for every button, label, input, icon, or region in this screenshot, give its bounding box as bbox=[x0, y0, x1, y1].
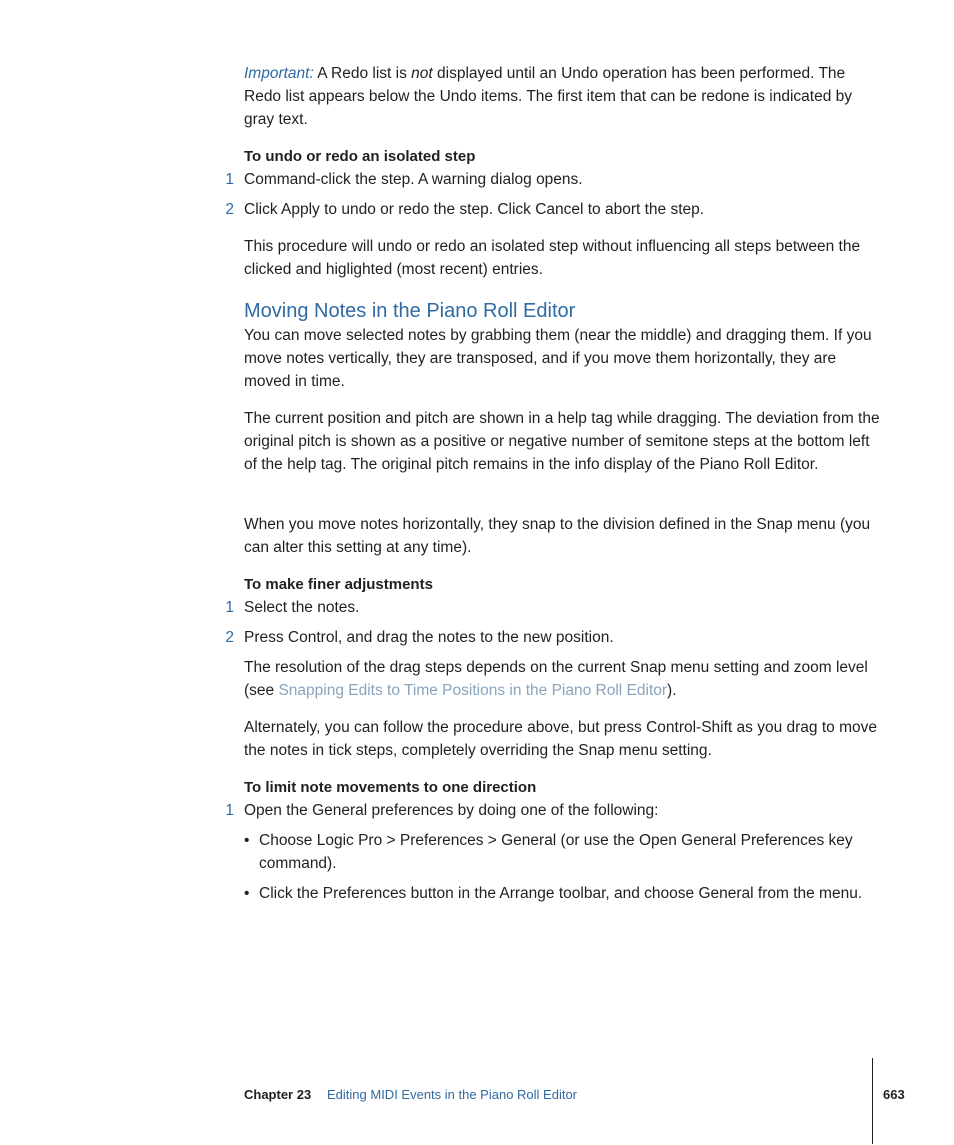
task-heading-finer: To make finer adjustments bbox=[244, 576, 433, 593]
step-text: Click Apply to undo or redo the step. Click Cancel to abort the step. bbox=[244, 201, 705, 218]
step-text: Select the notes. bbox=[244, 599, 360, 616]
important-label: Important: bbox=[244, 65, 314, 82]
step-text: Press Control, and drag the notes to the new position. bbox=[244, 629, 614, 646]
section-heading: Moving Notes in the Piano Roll Editor bbox=[244, 300, 576, 322]
task-heading-undo: To undo or redo an isolated step bbox=[244, 148, 476, 165]
footer-chapter-title: Editing MIDI Events in the Piano Roll Editor bbox=[327, 1087, 578, 1102]
task-heading-limit: To limit note movements to one direction bbox=[244, 779, 537, 796]
step-number: 1 bbox=[225, 599, 234, 616]
step-number: 1 bbox=[225, 802, 234, 819]
page-number: 663 bbox=[883, 1087, 905, 1102]
body-paragraph: The current position and pitch are shown in a help tag while dragging. The deviation from the original pitch is shown as a positive or negative number of semitone steps at the bottom left of the help tag. The original pitch remains in the info display of the Piano Roll Editor. bbox=[244, 410, 880, 473]
body-paragraph: When you move notes horizontally, they snap to the division defined in the Snap menu (you can alter this setting at any time). bbox=[244, 516, 871, 556]
footer-divider bbox=[872, 1058, 873, 1144]
resolution-text-end: ). bbox=[667, 682, 677, 699]
important-text-after: displayed until an Undo operation has been performed. The Redo list appears below the Undo items. The first item that can be redone is indicated by gray text. bbox=[244, 65, 852, 128]
step-text: Open the General preferences by doing one of the following: bbox=[244, 802, 659, 819]
step-number: 1 bbox=[225, 171, 234, 188]
alternate-note: Alternately, you can follow the procedure above, but press Control-Shift as you drag to move the notes in tick steps, completely overriding the Snap menu setting. bbox=[244, 719, 877, 759]
undo-note: This procedure will undo or redo an isolated step without influencing all steps between the clicked and higlighted (most recent) entries. bbox=[244, 238, 861, 278]
cross-reference-link[interactable]: Snapping Edits to Time Positions in the Piano Roll Editor bbox=[278, 682, 668, 699]
footer-chapter: Chapter 23 bbox=[244, 1087, 312, 1102]
important-emphasis: not bbox=[411, 65, 433, 82]
bullet-icon: • bbox=[244, 832, 250, 849]
resolution-note bbox=[244, 656, 884, 702]
important-note bbox=[244, 62, 884, 131]
bullet-icon: • bbox=[244, 885, 250, 902]
step-number: 2 bbox=[225, 629, 234, 646]
step-number: 2 bbox=[225, 201, 234, 218]
bullet-item: Choose Logic Pro > Preferences > General (or use the Open General Preferences key command). bbox=[259, 832, 853, 872]
bullet-item: Click the Preferences button in the Arrange toolbar, and choose General from the menu. bbox=[259, 885, 863, 902]
important-text-before: A Redo list is bbox=[313, 65, 412, 82]
step-text: Command-click the step. A warning dialog opens. bbox=[244, 171, 583, 188]
resolution-text: The resolution of the drag steps depends on the current Snap menu setting and zoom level (see bbox=[244, 659, 868, 699]
body-paragraph: You can move selected notes by grabbing them (near the middle) and dragging them. If you move notes vertically, they are transposed, and if you move them horizontally, they are moved in time. bbox=[244, 327, 872, 390]
